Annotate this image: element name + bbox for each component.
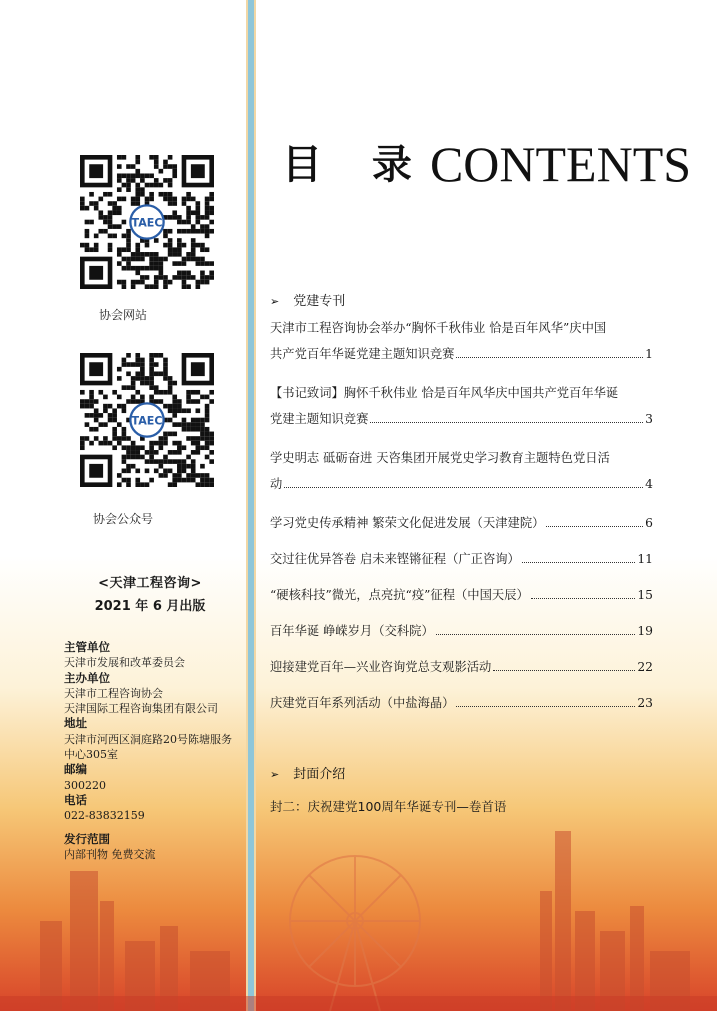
toc-entry-title-cont: 动	[270, 477, 283, 491]
toc-entry[interactable]	[270, 315, 653, 367]
toc-entry-title: 学习党史传承精神 繁荣文化促进发展（天津建院）	[270, 516, 545, 530]
toc-entry-title: 百年华诞 峥嵘岁月（交科院）	[270, 624, 434, 638]
toc-leader-dots	[436, 634, 636, 635]
qr-code-website[interactable]	[80, 155, 214, 289]
toc-leader-dots	[546, 526, 643, 527]
toc-entry-title-cont: 共产党百年华诞党建主题知识竞赛	[270, 347, 455, 361]
toc-entry-title: 庆建党百年系列活动（中盐海晶）	[270, 696, 455, 710]
toc-entry[interactable]	[270, 510, 653, 536]
toc-entry-title: 迎接建党百年—兴业咨询党总支观影活动	[270, 660, 492, 674]
toc-entry-title: 【书记致词】胸怀千秋伟业 恰是百年风华庆中国共产党百年华诞	[270, 386, 619, 400]
arrow-icon: ➢	[270, 768, 280, 781]
toc-leader-dots	[456, 706, 635, 707]
toc-page-number: 23	[637, 696, 653, 710]
svg-text:TAEC: TAEC	[131, 216, 163, 230]
toc-entry[interactable]	[270, 618, 653, 644]
toc-entry[interactable]	[270, 546, 653, 572]
toc-page-number: 3	[645, 412, 653, 426]
toc-leader-dots	[493, 670, 635, 671]
qr-caption-wechat: 协会公众号	[92, 512, 153, 526]
toc-entry-title: 天津市工程咨询协会举办“胸怀千秋伟业 恰是百年风华”庆中国	[270, 321, 607, 335]
page-title	[282, 133, 691, 193]
toc-page-number: 11	[637, 552, 653, 566]
toc-leader-dots	[456, 357, 643, 358]
publication-name: <天津工程咨询>	[98, 576, 202, 591]
toc-page-number: 6	[645, 516, 653, 530]
toc-entry-title: “硬核科技”微光，点亮抗“疫”征程（中国天辰）	[270, 588, 529, 602]
toc-leader-dots	[284, 487, 643, 488]
toc-page-number: 15	[637, 588, 653, 602]
scope-label: 发行范围	[64, 831, 110, 846]
host-label: 主办单位	[64, 670, 110, 685]
city-skyline-illustration	[0, 811, 717, 1011]
toc-entry[interactable]	[270, 654, 653, 680]
host-value-2: 天津国际工程咨询集团有限公司	[64, 702, 218, 716]
section-header-cover	[270, 763, 345, 782]
arrow-icon: ➢	[270, 295, 280, 308]
toc-entry-title: 交过往优异答卷 启未来铿锵征程（广正咨询）	[270, 552, 520, 566]
phone-value: 022-83832159	[64, 809, 145, 823]
title-chinese: 目 录	[282, 141, 430, 188]
postcode-value: 300220	[64, 778, 106, 792]
toc-leader-dots	[531, 598, 636, 599]
section-header-party	[270, 290, 345, 309]
qr-code-icon	[80, 353, 214, 487]
toc-entry[interactable]	[270, 380, 653, 432]
phone-label: 电话	[64, 792, 87, 807]
svg-text:TAEC: TAEC	[131, 414, 163, 428]
section-title: 封面介绍	[293, 767, 346, 782]
sponsor-label: 主管单位	[64, 640, 110, 654]
qr-code-wechat[interactable]	[80, 353, 214, 487]
toc-page-number: 19	[637, 624, 653, 638]
address-value: 天津市河西区洞庭路20号陈塘服务中心305室	[64, 732, 232, 762]
postcode-label: 邮编	[64, 762, 87, 777]
toc-leader-dots	[370, 422, 643, 423]
sponsor-value: 天津市发展和改革委员会	[64, 656, 185, 670]
toc-page-number: 4	[645, 477, 653, 491]
toc-entry[interactable]	[270, 445, 653, 497]
toc-leader-dots	[522, 562, 635, 563]
scope-value: 内部刊物 免费交流	[64, 847, 156, 861]
toc-entry-title: 学史明志 砥砺奋进 天咨集团开展党史学习教育主题特色党日活	[270, 451, 610, 465]
toc-entry[interactable]	[270, 690, 653, 716]
qr-code-icon	[80, 155, 214, 289]
title-english: CONTENTS	[429, 136, 692, 192]
section-title: 党建专刊	[293, 294, 346, 309]
qr-caption-website: 协会网站	[98, 308, 147, 322]
cover-intro-link[interactable]: 封二：庆祝建党100周年华诞专刊—卷首语	[270, 799, 507, 814]
table-of-contents	[270, 315, 653, 726]
toc-page-number: 1	[645, 347, 653, 361]
toc-entry[interactable]	[270, 582, 653, 608]
host-value-1: 天津市工程咨询协会	[64, 686, 163, 700]
publication-date: 2021 年 6 月出版	[94, 599, 206, 614]
toc-page-number: 22	[637, 660, 653, 674]
address-label: 地址	[64, 716, 87, 731]
toc-entry-title-cont: 党建主题知识竞赛	[270, 412, 369, 426]
